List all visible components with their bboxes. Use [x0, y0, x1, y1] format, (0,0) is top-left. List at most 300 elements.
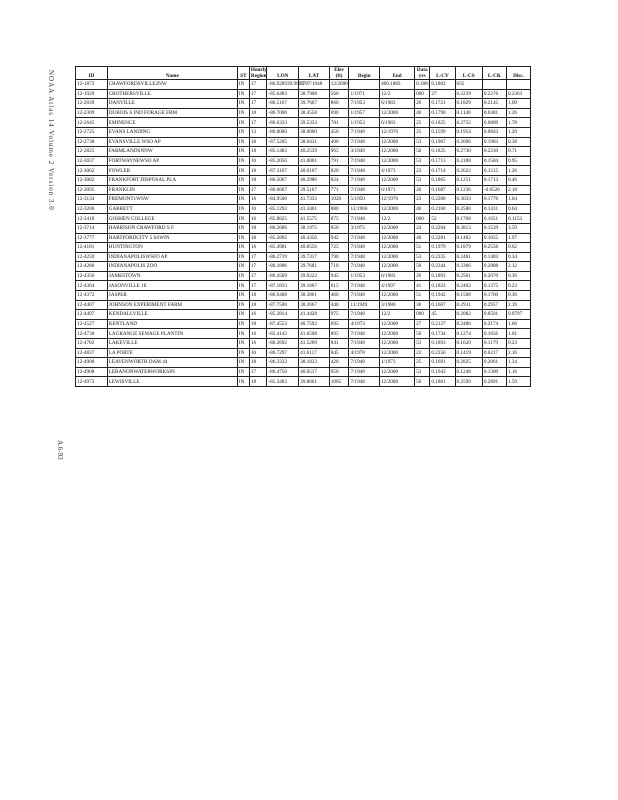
cell-lat: 41.5269 — [299, 339, 330, 349]
cell-lcv: 0.1893 — [430, 339, 455, 349]
cell-lat: 39.7317 — [299, 252, 330, 262]
header-region: Region — [250, 73, 267, 79]
cell-id: 12-4356 — [76, 271, 108, 281]
cell-yrs: 26 — [415, 99, 430, 109]
cell-st: IN — [237, 348, 249, 358]
cell-disc: 2.12 — [506, 262, 530, 272]
cell-yrs: 000 — [415, 310, 430, 320]
cell-id: 12-2645 — [76, 118, 108, 128]
cell-yrs: 40 — [415, 108, 430, 118]
cell-elev: 420 — [329, 358, 349, 368]
cell-end: 12/2 — [380, 310, 415, 320]
cell-elev: 880 — [329, 204, 349, 214]
cell-lck — [482, 80, 506, 90]
cell-lon: -86.2719 — [267, 252, 299, 262]
cell-lck: 0.0501 — [482, 310, 506, 320]
cell-lat: 40.7592 — [299, 319, 330, 329]
cell-lcs: 0.1251 — [455, 175, 482, 185]
cell-elev: 895 — [329, 329, 349, 339]
cell-name: LAGRANGE SEWAGE PLANTIN — [107, 329, 237, 339]
cell-name: LAKEVILLE — [107, 339, 237, 349]
cell-lcv: 0.1833 — [430, 281, 455, 291]
table-row — [76, 243, 531, 253]
cell-id: 12-4908 — [76, 367, 108, 377]
cell-st: IN — [237, 195, 249, 205]
cell-lck: 0.0843 — [482, 127, 506, 137]
cell-begin: 3/1975 — [349, 223, 380, 233]
cell-elev: 440 — [329, 300, 349, 310]
cell-lcv: 0.1893 — [430, 271, 455, 281]
header-yrs: yrs — [415, 73, 430, 80]
table-row — [76, 358, 531, 368]
cell-lon: -86.0667 — [267, 185, 299, 195]
cell-end: 4/1997 — [380, 281, 415, 291]
header-disc: Disc. — [506, 73, 530, 80]
cell-disc: 0.23 — [506, 281, 530, 291]
cell-disc: 0.36 — [506, 291, 530, 301]
header-lon: LON — [267, 73, 299, 80]
cell-end: 12/2000 — [380, 329, 415, 339]
cell-st: IN — [237, 118, 249, 128]
cell-name: KENDALLVILLE — [107, 310, 237, 320]
cell-id: 12-4782 — [76, 339, 108, 349]
header-elev-unit: (ft) — [329, 73, 349, 80]
cell-begin: 7/1948 — [349, 377, 380, 387]
cell-lcv: 0.2264 — [430, 223, 455, 233]
cell-begin — [349, 80, 380, 90]
cell-lck: 0.2070 — [482, 271, 506, 281]
cell-end: 4/1973 — [380, 166, 415, 176]
cell-lat: 41.4428 — [299, 310, 330, 320]
cell-lon: -87.3167 — [267, 166, 299, 176]
table-row — [76, 80, 531, 90]
cell-lck: 0.1515 — [482, 166, 506, 176]
cell-lcs: 0.2486 — [455, 319, 482, 329]
cell-lcs: 0.2561 — [455, 271, 482, 281]
cell-elev: 1020 — [329, 195, 349, 205]
cell-lck: 0.0809 — [482, 118, 506, 128]
table-row — [76, 291, 531, 301]
cell-name: LEWISVILLE — [107, 377, 237, 387]
cell-id: 12-3206 — [76, 204, 108, 214]
cell-st: IN — [237, 204, 249, 214]
cell-lon: -85.2892 — [267, 233, 299, 243]
cell-elev: 950 — [329, 367, 349, 377]
cell-region: 17 — [249, 252, 267, 262]
cell-lat: 38.0431 — [299, 137, 330, 147]
cell-lcs: 0.2732 — [455, 118, 482, 128]
cell-lcv: 0.1825 — [430, 118, 455, 128]
cell-lcv: 0.1721 — [430, 99, 455, 109]
cell-yrs: 23 — [415, 166, 430, 176]
cell-lat: 39.9222 — [299, 271, 330, 281]
cell-lon: -86.5067 — [267, 175, 299, 185]
table-row — [76, 137, 531, 147]
cell-id: 12-3095 — [76, 185, 108, 195]
cell-lcs: 0.2580 — [455, 204, 482, 214]
cell-st: IN — [237, 156, 249, 166]
cell-lck: 0.1983 — [482, 137, 506, 147]
cell-yrs: 53 — [415, 156, 430, 166]
table-row — [76, 348, 531, 358]
cell-region: 17 — [249, 80, 267, 90]
cell-lcs: 0.2825 — [455, 358, 482, 368]
cell-lck: 0.1651 — [482, 214, 506, 224]
cell-id: 12-4497 — [76, 310, 108, 320]
cell-st: IN — [237, 166, 249, 176]
cell-region: 16 — [249, 204, 267, 214]
cell-lat: 41.7333 — [299, 195, 330, 205]
cell-yrs: 41 — [415, 281, 430, 291]
table-row — [76, 99, 531, 109]
cell-lon: -87.1833 — [267, 281, 299, 291]
cell-lcv: 0.1691 — [430, 358, 455, 368]
cell-end: 12/1976 — [380, 195, 415, 205]
cell-disc: 0.46 — [506, 175, 530, 185]
cell-lon: -85.2056 — [267, 156, 299, 166]
cell-yrs: 50 — [415, 262, 430, 272]
cell-begin: 3/1949 — [349, 147, 380, 157]
cell-lcs: 0.3033 — [455, 195, 482, 205]
cell-name: INDIANAPOLIS ZOO — [107, 262, 237, 272]
cell-elev: 860 — [329, 99, 349, 109]
cell-lon: -86.1806 — [267, 262, 299, 272]
cell-elev: 975 — [329, 310, 349, 320]
cell-disc: 0.2363 — [506, 89, 530, 99]
cell-name: GARRETT — [107, 204, 237, 214]
cell-end: 12/2000 — [380, 223, 415, 233]
cell-region: 16 — [249, 214, 267, 224]
table-row — [76, 127, 531, 137]
cell-st: IN — [237, 214, 249, 224]
cell-disc: 1.04 — [506, 195, 530, 205]
cell-yrs: 51 — [415, 291, 430, 301]
cell-yrs: 000 — [415, 214, 430, 224]
cell-elev: 781 — [329, 118, 349, 128]
cell-begin: 7/1948 — [349, 175, 380, 185]
cell-region: 18 — [249, 377, 267, 387]
cell-end: 12/2 — [380, 214, 415, 224]
cell-name: EVANSVILLE WSO AP — [107, 137, 237, 147]
cell-lon: -85.3483 — [267, 377, 299, 387]
cell-id: 12-4286 — [76, 262, 108, 272]
cell-yrs: 53 — [415, 137, 430, 147]
header-lcv: L-CV — [430, 73, 455, 80]
cell-lck: 0.2556 — [482, 243, 506, 253]
table-row — [76, 319, 531, 329]
cell-lat: 39.5167 — [299, 185, 330, 195]
cell-lcv: 0.1979 — [430, 243, 455, 253]
cell-end: 12/2000 — [380, 175, 415, 185]
cell-begin: 7/1948 — [349, 243, 380, 253]
cell-disc: 1.59 — [506, 377, 530, 387]
table-row — [76, 89, 531, 99]
cell-id: 12-4372 — [76, 291, 108, 301]
cell-lcs: 0.1274 — [455, 329, 482, 339]
table-row — [76, 156, 531, 166]
cell-end: 12/2000 — [380, 243, 415, 253]
cell-st: IN — [237, 80, 249, 90]
cell-end: 12/2000 — [380, 262, 415, 272]
cell-disc: 0.62 — [506, 243, 530, 253]
cell-name: EMINENCE — [107, 118, 237, 128]
cell-yrs: 53 — [415, 339, 430, 349]
cell-lcs: 0.1620 — [455, 339, 482, 349]
cell-disc: 1.16 — [506, 367, 530, 377]
cell-st: IN — [237, 127, 249, 137]
cell-elev: 965 — [329, 147, 349, 157]
cell-region: 18 — [249, 300, 267, 310]
cell-lat: 40.8556 — [299, 243, 330, 253]
cell-lon: -87.7500 — [267, 300, 299, 310]
cell-lcs: 0.2481 — [455, 252, 482, 262]
cell-elev: 841 — [329, 339, 349, 349]
cell-elev: 460 — [329, 291, 349, 301]
cell-lcv: 0.2235 — [430, 252, 455, 262]
cell-lcv: 0.1942 — [430, 291, 455, 301]
cell-disc: 1.09 — [506, 99, 530, 109]
cell-disc: 1.20 — [506, 127, 530, 137]
table-row — [76, 339, 531, 349]
cell-yrs: 27 — [415, 319, 430, 329]
cell-lck: 0.0381 — [482, 108, 506, 118]
cell-id: 12-3037 — [76, 156, 108, 166]
cell-lck: 0.1431 — [482, 204, 506, 214]
table-body — [76, 80, 531, 387]
cell-name: HUNTINGTON — [107, 243, 237, 253]
cell-lck: 0.1713 — [482, 175, 506, 185]
table-row — [76, 204, 531, 214]
cell-lcv: 0.1865 — [430, 175, 455, 185]
cell-begin: 12/1960 — [349, 204, 380, 214]
cell-lcv: 0.2200 — [430, 195, 455, 205]
cell-elev: 695 — [329, 319, 349, 329]
cell-elev: 771 — [329, 185, 349, 195]
cell-region: 18 — [249, 233, 267, 243]
cell-elev: 942 — [329, 233, 349, 243]
station-table — [75, 66, 531, 387]
cell-id: 12-2039 — [76, 99, 108, 109]
cell-disc: 1.26 — [506, 166, 530, 176]
cell-lck: -0.0526 — [482, 185, 506, 195]
cell-region: 18 — [249, 166, 267, 176]
cell-lcs: 0.2730 — [455, 147, 482, 157]
cell-end: 6/1971 — [380, 185, 415, 195]
cell-id: 12-4973 — [76, 377, 108, 387]
cell-region: 18 — [249, 175, 267, 185]
cell-lcv: 0.2281 — [430, 233, 455, 243]
cell-lat: 38.2667 — [299, 300, 330, 310]
cell-lat: 38.7908 — [299, 89, 330, 99]
cell-yrs: 22 — [415, 348, 430, 358]
cell-disc: 1.78 — [506, 118, 530, 128]
cell-lat: 40.4356 — [299, 233, 330, 243]
cell-region: 18 — [249, 358, 267, 368]
cell-elev: 845 — [329, 348, 349, 358]
cell-id: 12-4181 — [76, 243, 108, 253]
cell-lck: 0.1584 — [482, 156, 506, 166]
header-lat: LAT — [299, 73, 330, 80]
cell-lat: 39.7667 — [299, 99, 330, 109]
cell-begin: 1/1953 — [349, 118, 380, 128]
cell-lon: -86.2686 — [267, 223, 299, 233]
cell-lcv: 27 — [430, 89, 455, 99]
cell-disc: 1.26 — [506, 108, 530, 118]
cell-begin: 7/1948 — [349, 252, 380, 262]
cell-begin: 7/1948 — [349, 156, 380, 166]
cell-begin: 7/1948 — [349, 339, 380, 349]
cell-lcs: 0.2082 — [455, 310, 482, 320]
cell-lcs: 0.1954 — [455, 127, 482, 137]
cell-lat: 41.6117 — [299, 348, 330, 358]
cell-begin: 7/1948 — [349, 166, 380, 176]
cell-name: LEBANONWATERWORKSIN — [107, 367, 237, 377]
cell-name: FOWLER — [107, 166, 237, 176]
cell-lon: -85.1292 — [267, 204, 299, 214]
cell-lck: 0.2891 — [482, 377, 506, 387]
cell-elev: 790 — [329, 252, 349, 262]
cell-lcv: 0.1734 — [430, 329, 455, 339]
cell-lon: -85.8825 — [267, 214, 299, 224]
cell-lat: 38.1975 — [299, 223, 330, 233]
cell-lck: 0.2230 — [482, 147, 506, 157]
cell-name: LA PORTE — [107, 348, 237, 358]
cell-disc: 2.16 — [506, 348, 530, 358]
cell-lcs: 0.1829 — [455, 99, 482, 109]
cell-lcs: 0.2188 — [455, 156, 482, 166]
cell-end: 12/2000 — [380, 147, 415, 157]
cell-st: IN — [237, 233, 249, 243]
table-row — [76, 108, 531, 118]
cell-st: IN — [237, 291, 249, 301]
table-row — [76, 367, 531, 377]
cell-region: 18 — [249, 147, 267, 157]
cell-begin: 1/1971 — [349, 89, 380, 99]
cell-lat: 39.5333 — [299, 118, 330, 128]
cell-disc: 1.01 — [506, 329, 530, 339]
cell-st: IN — [237, 175, 249, 185]
cell-region: 17 — [249, 118, 267, 128]
cell-name: FORTWAYNEWSO AP — [107, 156, 237, 166]
cell-lat: 41.6508 — [299, 329, 330, 339]
cell-elev: 450 — [329, 127, 349, 137]
cell-begin: 7/1948 — [349, 214, 380, 224]
cell-lon: -86.4750 — [267, 367, 299, 377]
cell-yrs: 26 — [415, 271, 430, 281]
cell-begin: 7/1948 — [349, 291, 380, 301]
cell-elev: 615 — [329, 281, 349, 291]
cell-lon: -85.4142 — [267, 329, 299, 339]
cell-elev: 945 — [329, 271, 349, 281]
cell-lck: 0.1055 — [482, 233, 506, 243]
table-row — [76, 185, 531, 195]
cell-lcs: 0.1508 — [455, 291, 482, 301]
cell-region: 18 — [249, 319, 267, 329]
cell-yrs: 50 — [415, 147, 430, 157]
cell-yrs: 25 — [415, 358, 430, 368]
header-data: Data — [415, 67, 430, 74]
table-row — [76, 377, 531, 387]
cell-lon: -86.7297 — [267, 348, 299, 358]
cell-lcs: 0.1482 — [455, 233, 482, 243]
cell-lon: -85.6483 — [267, 89, 299, 99]
cell-lon: -87.5205 — [267, 137, 299, 147]
cell-lat: 41.0061 — [299, 156, 330, 166]
cell-lck: 0.2061 — [482, 358, 506, 368]
cell-lcs: 0.3366 — [455, 262, 482, 272]
cell-elev: 820 — [329, 166, 349, 176]
cell-region: 17 — [249, 99, 267, 109]
cell-name: DANVILLE — [107, 99, 237, 109]
cell-lcv: 0.1907 — [430, 137, 455, 147]
cell-lcs: 0.2402 — [455, 281, 482, 291]
table-row — [76, 118, 531, 128]
cell-lck: 0.1179 — [482, 339, 506, 349]
cell-elev: 850 — [329, 223, 349, 233]
cell-yrs: 000 — [415, 89, 430, 99]
cell-st: IN — [237, 367, 249, 377]
cell-id: 12-2309 — [76, 108, 108, 118]
cell-id: 12-1873 — [76, 80, 108, 90]
cell-id: 12-4837 — [76, 348, 108, 358]
cell-end: 12/2000 — [380, 252, 415, 262]
cell-st: IN — [237, 89, 249, 99]
cell-region: 17 — [249, 262, 267, 272]
cell-lon: -86.9408 — [267, 291, 299, 301]
cell-elev: 824 — [329, 175, 349, 185]
cell-region: 17 — [249, 271, 267, 281]
cell-elev: 791 — [329, 156, 349, 166]
cell-disc: 0.0797 — [506, 310, 530, 320]
cell-yrs: 25 — [415, 127, 430, 137]
cell-st: IN — [237, 262, 249, 272]
table-header — [76, 67, 531, 80]
cell-lcs: 0.1768 — [455, 214, 482, 224]
cell-lcv: 0.1687 — [430, 185, 455, 195]
cell-lat: 38.1833 — [299, 358, 330, 368]
cell-st: IN — [237, 310, 249, 320]
cell-yrs: 51 — [415, 243, 430, 253]
cell-end: 12/2000 — [380, 137, 415, 147]
cell-lck: 0.1375 — [482, 281, 506, 291]
cell-yrs: 0.1881 — [416, 81, 431, 88]
cell-region: 17 — [249, 367, 267, 377]
cell-region: 18 — [249, 291, 267, 301]
cell-lon: -86.5167 — [267, 99, 299, 109]
cell-lat: 38.4558 — [299, 108, 330, 118]
cell-disc: 0.38 — [506, 137, 530, 147]
cell-lck: 0.0217 — [482, 348, 506, 358]
cell-disc: 2.39 — [506, 300, 530, 310]
cell-elev: 560 — [329, 89, 349, 99]
cell-begin: 1/1953 — [349, 271, 380, 281]
cell-yrs: 50 — [415, 377, 430, 387]
cell-lat: 40.0517 — [299, 367, 330, 377]
cell-st: IN — [237, 185, 249, 195]
cell-lcs: 0.2622 — [455, 166, 482, 176]
cell-st: IN — [237, 271, 249, 281]
header-hourly: Hourly — [250, 67, 267, 73]
cell-st: IN — [237, 329, 249, 339]
cell-lck: 0.1483 — [482, 252, 506, 262]
header-begin: Begin — [349, 73, 380, 80]
cell-name: LEAVENWORTH DAM 44 — [107, 358, 237, 368]
cell-region: 17 — [249, 89, 267, 99]
cell-lck: 0.1656 — [482, 329, 506, 339]
cell-name: DUBOIS S IND FORAGE FRM — [107, 108, 237, 118]
cell-name: FARMLANDSNNW — [107, 147, 237, 157]
cell-end: 12/2000 — [380, 233, 415, 243]
